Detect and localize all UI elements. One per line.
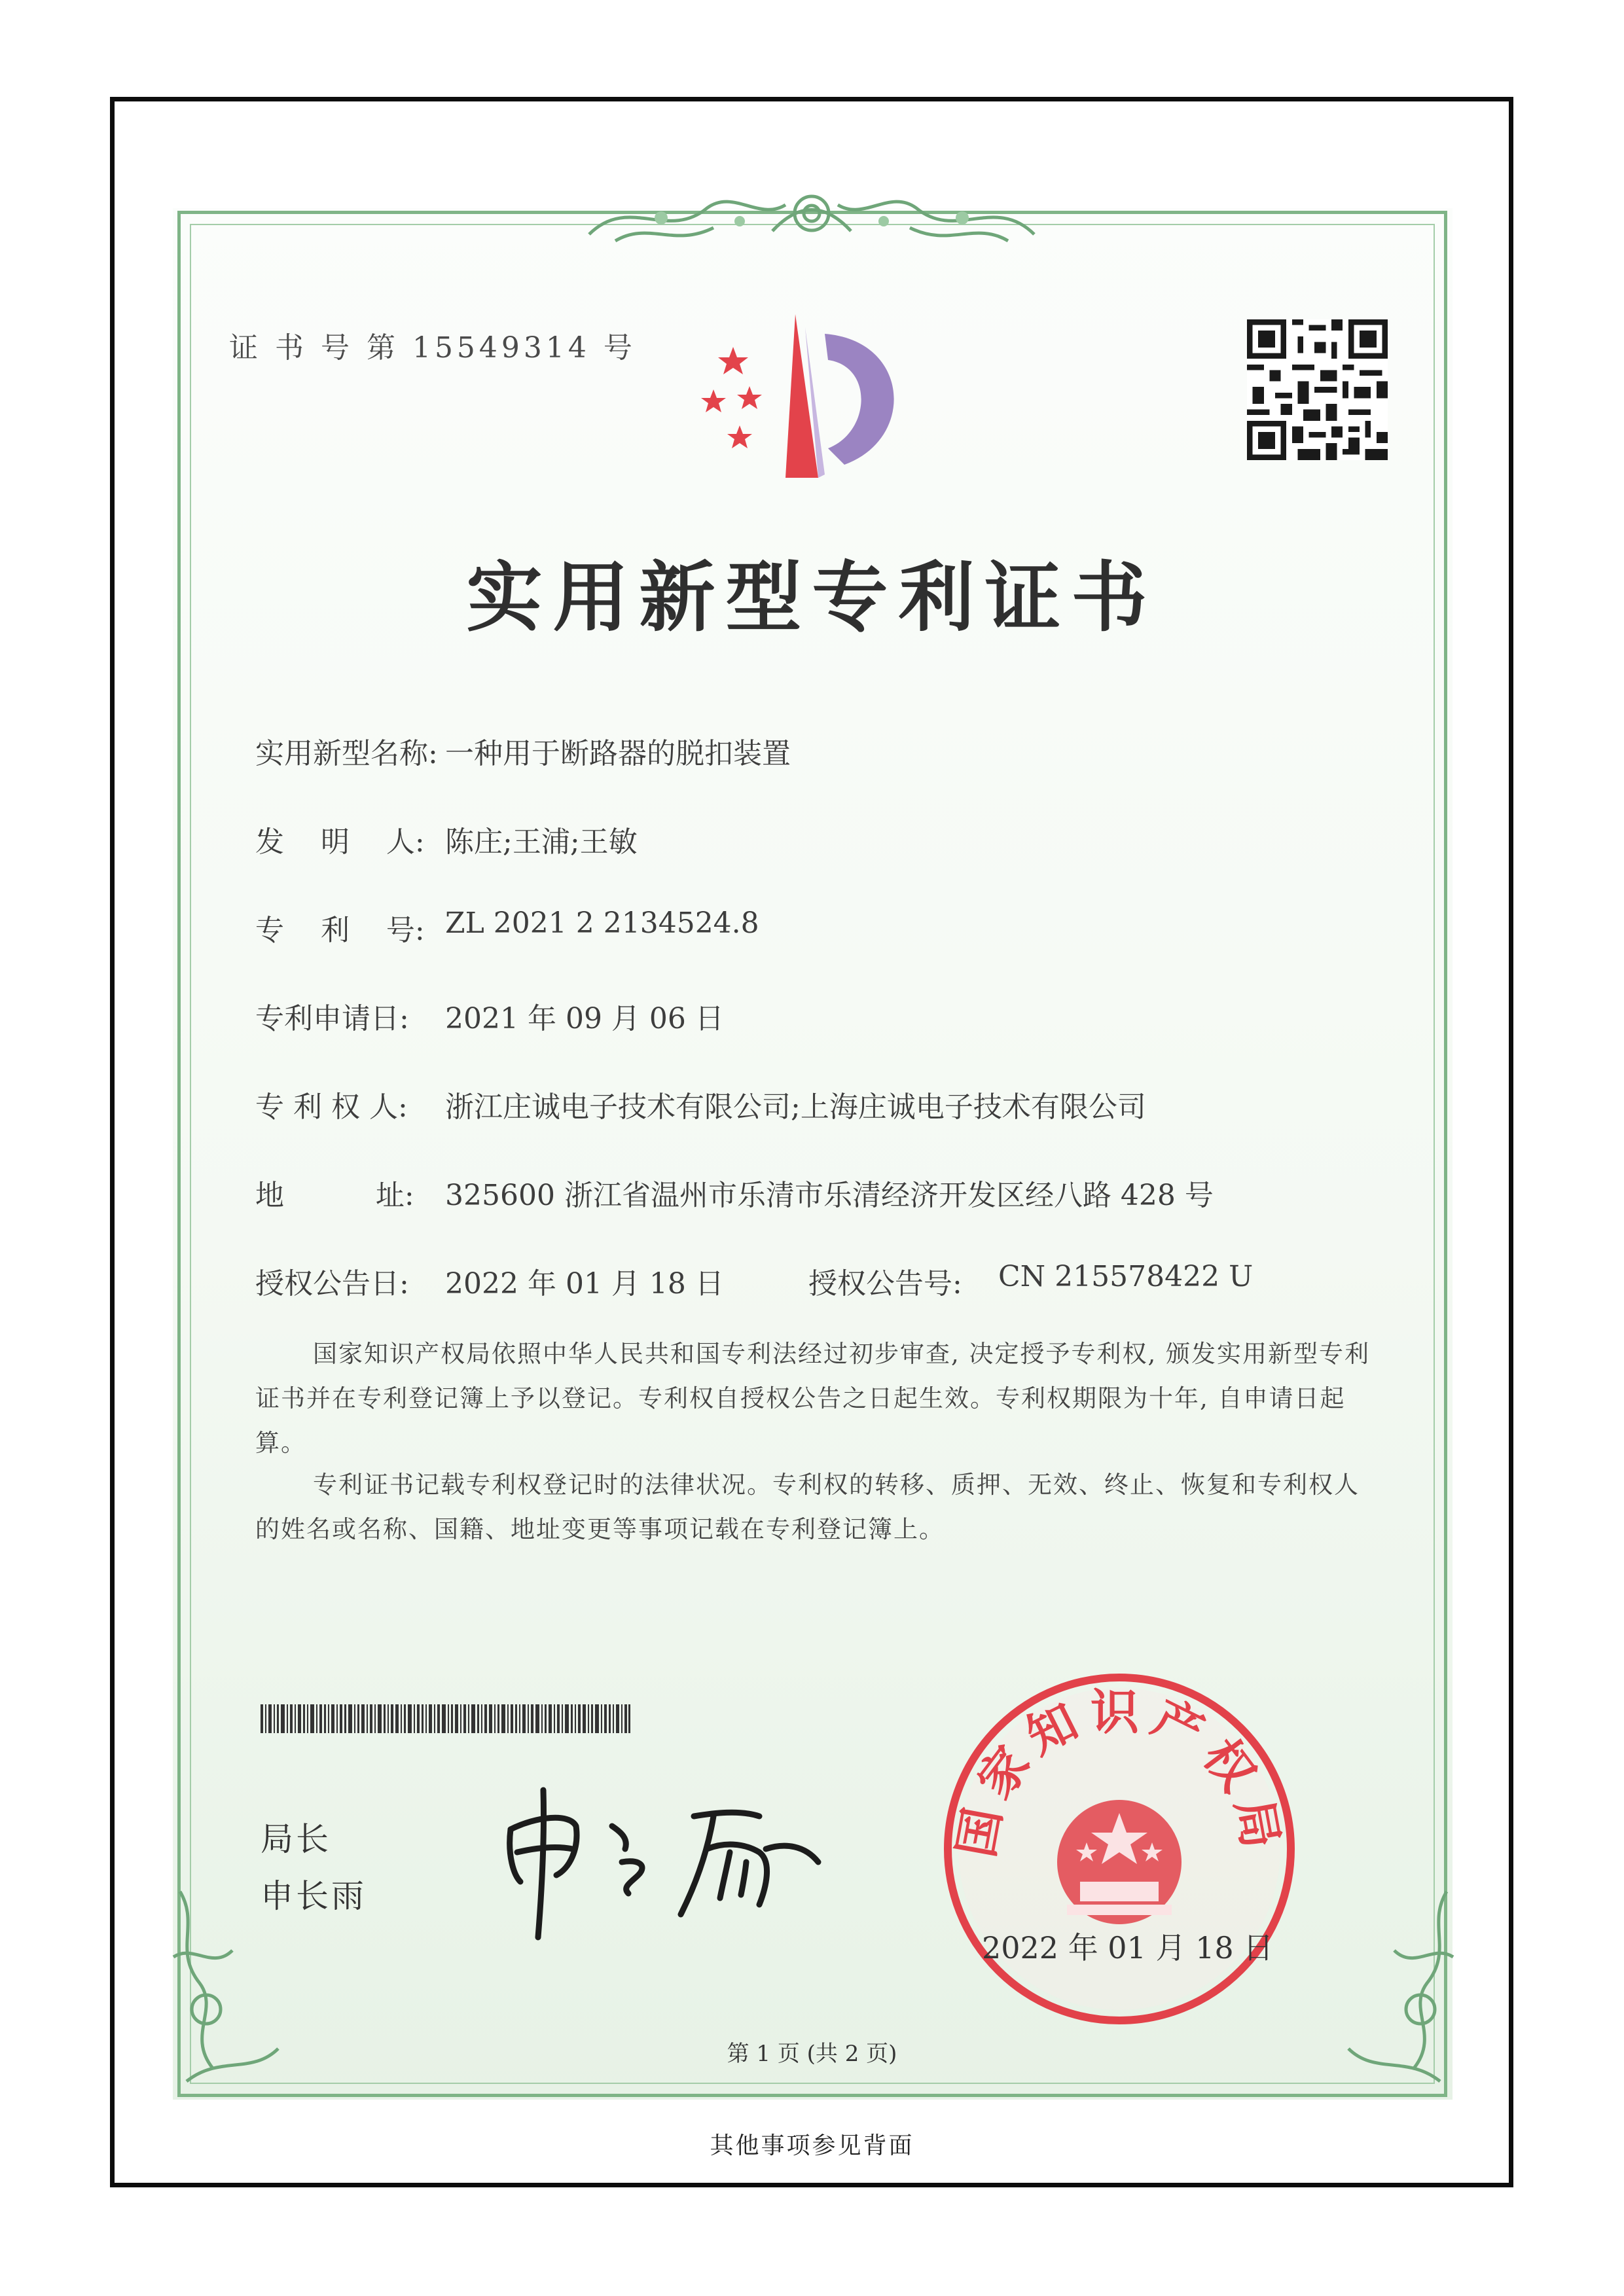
qr-code[interactable]: [1247, 319, 1388, 460]
certificate-number: 证 书 号 第 15549314 号: [229, 331, 636, 365]
certificate-title: 实用新型专利证书: [466, 553, 1158, 642]
field-value-patent-number: ZL 2021 2 2134524.8: [445, 906, 759, 940]
field-label-address: 地 址:: [255, 1179, 414, 1212]
field-label-application-date: 专利申请日:: [255, 1002, 409, 1035]
field-label-patent-number: 专 利 号:: [255, 914, 425, 947]
top-ornament: [576, 182, 1047, 254]
svg-text:国家知识产权局: 国家知识产权局: [948, 1684, 1291, 1862]
field-value-announcement-number: CN 215578422 U: [998, 1260, 1254, 1293]
body-paragraph-1: 国家知识产权局依照中华人民共和国专利法经过初步审查, 决定授予专利权, 颁发实用新型专利证书并在专利登记簿上予以登记。专利权自授权公告之日起生效。专利权期限为十年, 自申请日起算。: [255, 1340, 1371, 1457]
field-label-patentee: 专 利 权 人:: [255, 1090, 408, 1124]
barcode: [261, 1704, 630, 1733]
field-value-address: 325600 浙江省温州市乐清市乐清经济开发区经八路 428 号: [445, 1179, 1214, 1212]
patent-office-logo: [694, 308, 929, 491]
field-label-announcement-number: 授权公告号:: [808, 1267, 962, 1300]
seal-date: 2022 年 01 月 18 日: [982, 1930, 1274, 1965]
field-value-patentee: 浙江庄诚电子技术有限公司;上海庄诚电子技术有限公司: [445, 1090, 1146, 1124]
director-name: 申长雨: [261, 1877, 367, 1915]
page-indicator: 第 1 页 (共 2 页): [727, 2041, 897, 2067]
body-paragraph-2: 专利证书记载专利权登记时的法律状况。专利权的转移、质押、无效、终止、恢复和专利权人的姓名或名称、国籍、地址变更等事项记载在专利登记簿上。: [255, 1471, 1360, 1543]
field-value-application-date: 2021 年 09 月 06 日: [445, 1002, 724, 1035]
field-label-inventors: 发 明 人:: [255, 825, 425, 859]
field-value-utility-model-name: 一种用于断路器的脱扣装置: [445, 737, 791, 770]
field-value-inventors: 陈庄;王浦;王敏: [445, 825, 638, 859]
field-value-grant-announcement-date: 2022 年 01 月 18 日: [445, 1267, 724, 1300]
field-label-grant-announcement-date: 授权公告日:: [255, 1267, 409, 1300]
director-signature: [497, 1777, 838, 1947]
footer-note: 其他事项参见背面: [710, 2132, 914, 2159]
official-seal: [936, 1666, 1303, 2032]
field-label-utility-model-name: 实用新型名称:: [255, 737, 438, 770]
director-title: 局长: [261, 1820, 331, 1858]
